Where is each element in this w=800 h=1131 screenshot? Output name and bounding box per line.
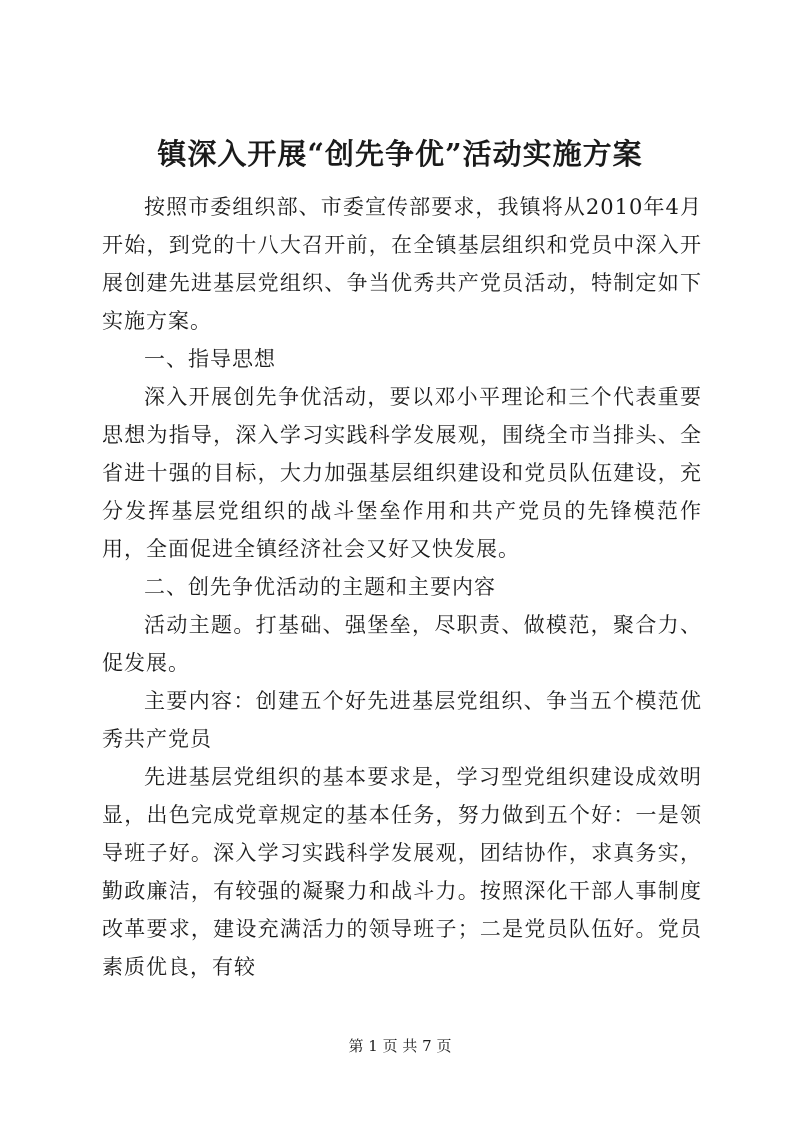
document-body	[102, 188, 702, 986]
section-heading-2: 二、创先争优活动的主题和主要内容	[144, 575, 496, 599]
paragraph-guiding-thought: 深入开展创先争优活动，要以邓小平理论和三个代表重要思想为指导，深入学习实践科学发展观，围绕全市当排头、全省进十强的目标，大力加强基层组织建设和党员队伍建设，充分发挥基层党组织的战斗堡垒作用和共产党员的先锋模范作用，全面促进全镇经济社会又好又快发展。	[102, 385, 702, 561]
document-title: 镇深入开展“创先争优”活动实施方案	[157, 137, 643, 171]
section-heading-1: 一、指导思想	[144, 347, 276, 371]
paragraph-intro: 按照市委组织部、市委宣传部要求，我镇将从2010年4月开始，到党的十八大召开前，在全镇基层组织和党员中深入开展创建先进基层党组织、争当优秀共产党员活动，特制定如下实施方案。	[102, 195, 702, 333]
paragraph-requirements: 先进基层党组织的基本要求是，学习型党组织建设成效明显，出色完成党章规定的基本任务，努力做到五个好：一是领导班子好。深入学习实践科学发展观，团结协作，求真务实，勤政廉洁，有较强的凝聚力和战斗力。按照深化干部人事制度改革要求，建设充满活力的领导班子；二是党员队伍好。党员素质优良，有较	[102, 765, 702, 979]
paragraph-main-content: 主要内容：创建五个好先进基层党组织、争当五个模范优秀共产党员	[102, 689, 702, 751]
paragraph-theme: 活动主题。打基础、强堡垒，尽职责、做模范，聚合力、促发展。	[102, 613, 702, 675]
page-number-footer: 第 1 页 共 7 页	[348, 1037, 452, 1055]
